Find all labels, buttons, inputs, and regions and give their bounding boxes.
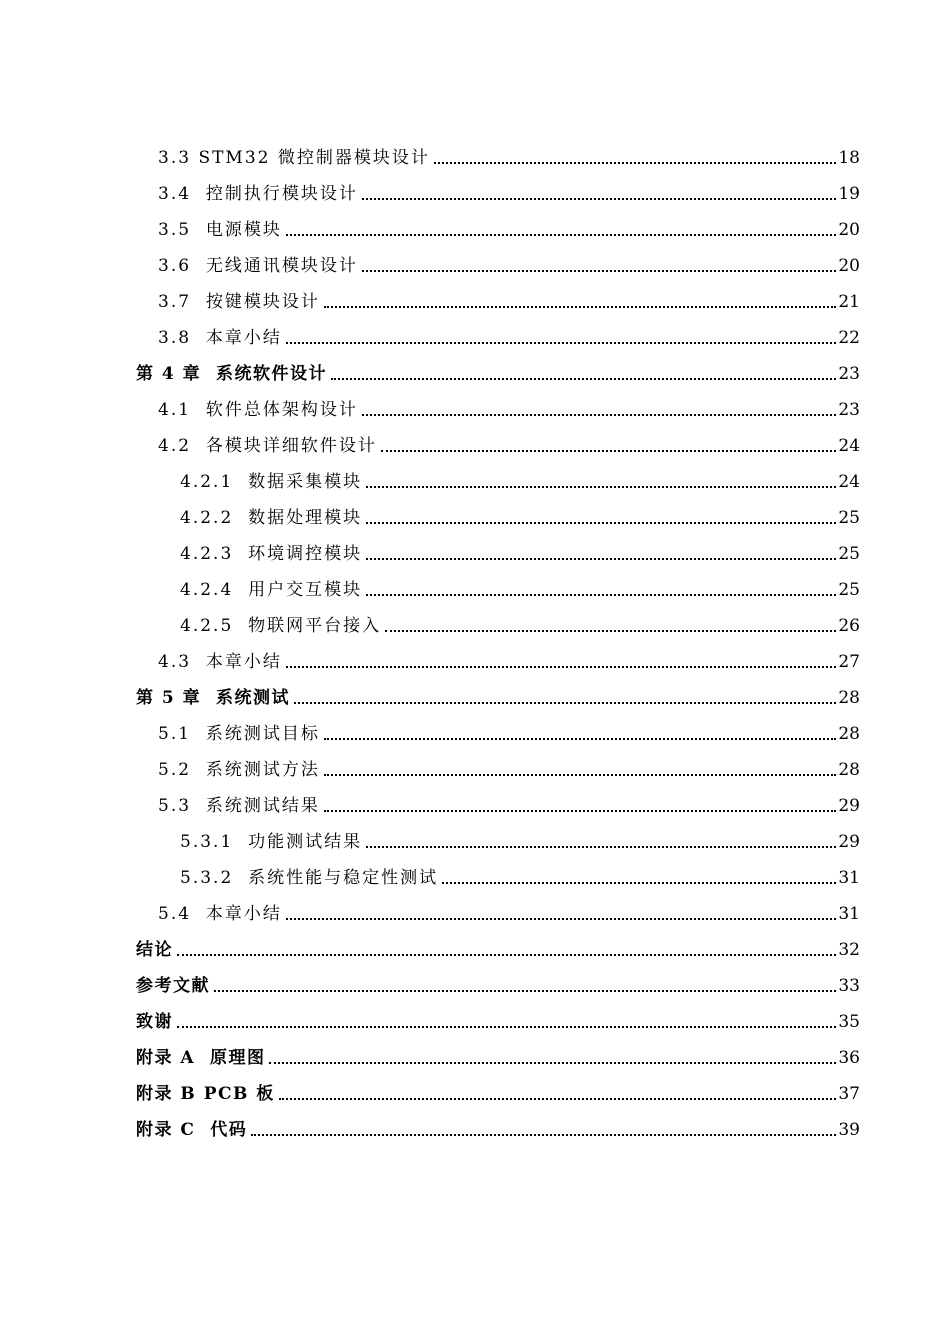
toc-entry-title: 参考文献 <box>136 976 210 996</box>
toc-page-number: 29 <box>838 796 860 816</box>
toc-entry-title: 3.6 无线通讯模块设计 <box>158 256 358 276</box>
toc-page-number: 32 <box>838 940 860 960</box>
toc-entry[interactable] <box>158 388 860 424</box>
toc-entry-title: 结论 <box>136 940 173 960</box>
toc-page-number: 31 <box>838 868 860 888</box>
toc-entry[interactable] <box>158 424 860 460</box>
toc-page-number: 36 <box>838 1048 860 1068</box>
dot-leader <box>269 1062 836 1064</box>
toc-entry[interactable] <box>136 352 860 388</box>
toc-entry[interactable] <box>136 1036 860 1072</box>
toc-page-number: 24 <box>838 436 860 456</box>
dot-leader <box>331 378 836 380</box>
toc-entry-title: 4.2.5 物联网平台接入 <box>180 616 382 636</box>
dot-leader <box>385 630 836 632</box>
toc-entry[interactable] <box>158 172 860 208</box>
toc-entry[interactable] <box>136 676 860 712</box>
toc-page-number: 28 <box>838 724 860 744</box>
dot-leader <box>294 702 836 704</box>
toc-page-number: 20 <box>838 220 860 240</box>
toc-entry-title: 3.4 控制执行模块设计 <box>158 184 358 204</box>
dot-leader <box>366 594 836 596</box>
toc-page-number: 24 <box>838 472 860 492</box>
toc-entry[interactable] <box>180 532 860 568</box>
dot-leader <box>324 810 837 812</box>
toc-entry-title: 4.1 软件总体架构设计 <box>158 400 358 420</box>
toc-entry[interactable] <box>158 208 860 244</box>
dot-leader <box>366 522 836 524</box>
toc-page-number: 22 <box>838 328 860 348</box>
toc-entry[interactable] <box>158 712 860 748</box>
toc-entry[interactable] <box>158 316 860 352</box>
dot-leader <box>366 846 836 848</box>
toc-entry[interactable] <box>158 748 860 784</box>
toc-page-number: 29 <box>838 832 860 852</box>
toc-page-number: 19 <box>838 184 860 204</box>
dot-leader <box>381 450 837 452</box>
dot-leader <box>366 486 836 488</box>
toc-entry-title: 3.5 电源模块 <box>158 220 282 240</box>
toc-entry[interactable] <box>136 1108 860 1144</box>
toc-entry[interactable] <box>158 136 860 172</box>
toc-page-number: 26 <box>838 616 860 636</box>
toc-entry-title: 第 4 章 系统软件设计 <box>136 364 328 384</box>
toc-entry-title: 附录 A 原理图 <box>136 1048 266 1068</box>
toc-page-number: 28 <box>838 688 860 708</box>
dot-leader <box>251 1134 836 1136</box>
toc-entry-title: 4.2 各模块详细软件设计 <box>158 436 377 456</box>
toc-page-number: 27 <box>838 652 860 672</box>
toc-page-number: 35 <box>838 1012 860 1032</box>
dot-leader <box>286 342 837 344</box>
toc-entry-title: 4.2.3 环境调控模块 <box>180 544 363 564</box>
toc-page-number: 39 <box>838 1120 860 1140</box>
toc-entry-title: 3.8 本章小结 <box>158 328 282 348</box>
dot-leader <box>279 1098 837 1100</box>
toc-entry-title: 4.2.2 数据处理模块 <box>180 508 363 528</box>
dot-leader <box>324 738 837 740</box>
toc-entry[interactable] <box>158 892 860 928</box>
toc-entry[interactable] <box>136 964 860 1000</box>
dot-leader <box>362 198 837 200</box>
dot-leader <box>366 558 836 560</box>
toc-entry-title: 5.1 系统测试目标 <box>158 724 320 744</box>
toc-page-number: 23 <box>838 364 860 384</box>
toc-entry[interactable] <box>180 604 860 640</box>
toc-entry[interactable] <box>180 856 860 892</box>
toc-entry-title: 附录 B PCB 板 <box>136 1084 275 1104</box>
toc-page-number: 37 <box>838 1084 860 1104</box>
toc-entry-title: 4.2.4 用户交互模块 <box>180 580 363 600</box>
toc-entry[interactable] <box>180 568 860 604</box>
toc-entry[interactable] <box>180 460 860 496</box>
dot-leader <box>324 306 837 308</box>
dot-leader <box>362 270 837 272</box>
toc-entry-title: 附录 C 代码 <box>136 1120 248 1140</box>
toc-entry-title: 4.2.1 数据采集模块 <box>180 472 363 492</box>
toc-entry[interactable] <box>136 928 860 964</box>
toc-page-number: 23 <box>838 400 860 420</box>
toc-entry-title: 4.3 本章小结 <box>158 652 282 672</box>
dot-leader <box>286 918 837 920</box>
toc-entry[interactable] <box>136 1000 860 1036</box>
toc-entry-title: 5.3.1 功能测试结果 <box>180 832 363 852</box>
dot-leader <box>442 882 836 884</box>
toc-entry-title: 5.3.2 系统性能与稳定性测试 <box>180 868 439 888</box>
toc-entry-title: 5.3 系统测试结果 <box>158 796 320 816</box>
toc-page-number: 33 <box>838 976 860 996</box>
toc-entry[interactable] <box>158 640 860 676</box>
table-of-contents <box>0 136 950 1144</box>
toc-entry-title: 3.7 按键模块设计 <box>158 292 320 312</box>
dot-leader <box>286 666 837 668</box>
toc-page-number: 25 <box>838 508 860 528</box>
toc-page-number: 21 <box>838 292 860 312</box>
dot-leader <box>177 1026 836 1028</box>
toc-entry[interactable] <box>158 280 860 316</box>
toc-entry-title: 5.4 本章小结 <box>158 904 282 924</box>
dot-leader <box>434 162 836 164</box>
toc-entry-title: 第 5 章 系统测试 <box>136 688 291 708</box>
toc-page-number: 25 <box>838 580 860 600</box>
dot-leader <box>286 234 837 236</box>
toc-entry[interactable] <box>158 244 860 280</box>
toc-page-number: 18 <box>838 148 860 168</box>
toc-entry[interactable] <box>180 820 860 856</box>
toc-page-number: 28 <box>838 760 860 780</box>
dot-leader <box>362 414 837 416</box>
toc-entry-title: 3.3 STM32 微控制器模块设计 <box>158 148 430 168</box>
toc-page-number: 31 <box>838 904 860 924</box>
toc-entry[interactable] <box>180 496 860 532</box>
toc-entry[interactable] <box>158 784 860 820</box>
toc-page-number: 25 <box>838 544 860 564</box>
toc-entry-title: 5.2 系统测试方法 <box>158 760 320 780</box>
dot-leader <box>324 774 837 776</box>
toc-entry-title: 致谢 <box>136 1012 173 1032</box>
dot-leader <box>214 990 836 992</box>
dot-leader <box>177 954 836 956</box>
toc-page-number: 20 <box>838 256 860 276</box>
toc-entry[interactable] <box>136 1072 860 1108</box>
